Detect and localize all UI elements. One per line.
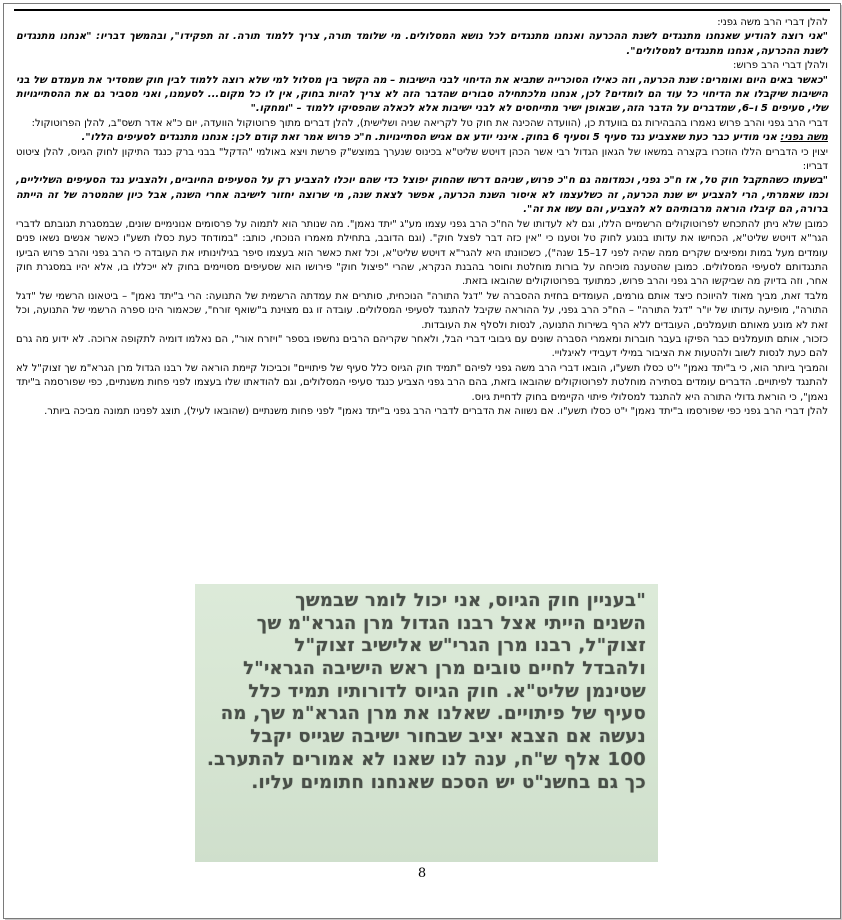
protocol-speaker: משה גפני: [780,132,828,144]
propagandists-paragraph: כזכור, אותם תועמלנים כבר הפיקו בעבר חוברות ומאמרי הסברה שונים עם גיבובי דברי הבל, ולאחר שקריהם הרבים נחשפו בספר "ויזרח אור", הם נאלמו דומיה לתקופה ארוכה. לא ידוע מה גרם להם כעת לנסות לשוב ולהטעות את הציבור במילי דעבידי לאיגלויי. [16,333,828,360]
gafni-intro: להלן דברי הרב משה גפני: [717,17,828,28]
clipping-line: 100 אלף ש"ח, ענה לנו שאנו לא אמורים להתערב. [207,748,646,770]
clipping-line: זצוק"ל, רבנו מרן הגרי"ש אלישיב זצוק"ל [294,635,646,657]
comparison-paragraph: להלן דברי הרב גפני כפי שפורסמו ב"יתד נאמן" י"ט כסלו תשע"ו. אם נשווה את הדברים לדברי הרב גפני ב"יתד נאמן" לפני פחות משנתיים (שהובאו לעיל), תוצג לפנינו תמונה מביכה ביותר. [44,405,828,417]
protocol-quote [16,131,828,145]
scanned-newspaper-clipping [195,584,658,862]
deutsch-paragraph: יצוין כי הדברים הללו הוזכרו בקצרה במשאו של הגאון הגדול רבי אשר הכהן דויטש שליט"א בכינוס שנערך במוצש"ק פרשת ויצא באולמי "הדקל" בבני ברק כנגד התיקון לחוק הגיוס, להלן ציטוט דבריו: [16,146,828,173]
porush-quote: "כאשר באים היום ואומרים: שנת הכרעה, וזה כאילו הסוכרייה שתביא את הדיחוי לבני הישיבות – מה הקשר בין מסלול למי שלא רוצה ללמוד לבין חוק שמסדיר את מעמדם של בני הישיבות שיקבלו את הדיחוי כל עוד הם לומדים? לכן, אנחנו מלכתחילה סבורים שהדבר הזה לא צריך להיות בחוק, אין לו כל מקום... לסעמנו, ואני מסביר גם את ההסתייגויות שלי, סעיפים 5 ו–6, שמדברים על הדבר הזה, שבאופן ישיר מתייחסים לא לבני ישיבות אלא לכאלה שהפסיקו ללמוד – "ומחקו." [16,74,828,115]
denial-paragraph: כמובן שלא ניתן להתכחש לפרוטוקולים הרשמיים הללו, וגם לא לעדותו של הח"כ הרב גפני עצמו מע"ג "יתד נאמן". מה שנותר הוא לתמוה על פרסומים אנונימיים שונים, שבמסגרת תגובתם לדברי הגר"א דויטש שליט"א, הכחישו את עדותו בנוגע לחוק טל וטענו כי "אין כזה דבר לפצל חוק". (וגם הדובב, בתחילת מאמרו הנוכחי, כותב: "במודחד כעת כסלו תשע"ו כאשר אנשים נשאו פנים עומדים מעל במות ומפיצים שקרים ממה שהיה לפני 17–15 שנה"), כשכוונתו היא להגר"א דויטש שליט"א, וכל זאת כאשר הוא בעצמו סיפר בגילוינותיו את העובדה כי הרב גפני והרב פרוש הביעו התנגדותם לסעיפי המסלולים. כמובן שהטענה מוכיחה על בורות מוחלטת וחוסר בהבנת הנקרא, שהרי "פיצול חוק" פירושו הוא שסעיפים מסויימים בחוק לא ייכללו בו, אלא יהיו במסגרת חוק אחר, וזה בדיוק מה שביקשו הרב גפני והרב פרוש, כמתועד בפרוטוקולים שהובאו בזאת. [16,218,828,288]
clipping-text [205,590,646,794]
clipping-line: סעיף של פיתויים. שאלנו את מרן הגרא"מ שך, מה [220,703,646,725]
protocol-statement: אני מודיע כבר כעת שאצביע נגד סעיף 5 וסעיף 6 בחוק. אינני יודע אם אגיש הסתייגויות. ח"כ פרוש אמר זאת קודם לכן: אנחנו מתנגדים לסעיפים הללו". [81,132,777,144]
committee-paragraph: דברי הרב גפני והרב פרוש נאמרו בהבהירות גם בוועדת כן, (הוועדה שהכינה את חוק טל לקריאה שניה ושלישית), להלן דברים מתוך פרוטוקול הוועדה, יום כ"א אדר תשס"ב, להלן הפרוטוקול: [31,117,828,129]
deutsch-quote: "בשעתו כשהתקבל חוק טל, אז ח"כ גפני, וכמדומה גם ח"כ פרוש, שניהם דרשו שהחוק יפוצל כדי שהם יוכלו להצביע רק על הסעיפים החיוביים, ולהצביע נגד הסעיפים השליליים, וכמו שאמרתי, הרי להצביע יש שנת הכרעה, זה כשלעצמו לא איסור השנת הכרעה, אפשר לצאת שנה, מי שרוצה יחזור לישיבה אחרי השנה, אבל כיון שהמטרה של זה הייתה ברורה, הם קיבלו הוראה מרבותיהם לא להצביע, והם עשו את זה". [16,175,828,216]
article-body [16,16,828,419]
clipping-line: כך גם בחשנ"ט יש הסכם שאנחנו חתומים עליו. [251,771,646,793]
gafni-quote: "אני רוצה להודיע שאנחנו מתנגדים לשנת ההכרעה ואנחנו מתנגדים לכל נושא המסלולים. מי שלומד תורה, צריך ללמוד תורה. זה תפקידו", ובהמשך דבריו: "אנחנו מתנגדים לשנת ההכרעה, אנחנו מתנגדים למסלולים". [16,31,828,57]
porush-intro: ולהלן דברי הרב פרוש: [732,60,828,72]
top-rule [14,9,830,11]
clipping-line: נעשה אם הצבא יציב שבחור ישיבה שגייס יקבל [250,726,646,748]
document-page [3,3,841,919]
contradiction-paragraph: מלבד זאת, מביך מאוד להיווכח כיצד אותם גורמים, העומדים בחזית ההסברה של "דגל התורה" הנוכחית, סותרים את עמדתה הרשמית של התנועה: הרי ב"יתד נאמן" – ביטאונו הרשמי של "דגל התורה", מופיעה עדותו של יו"ר "דגל התורה" – הח"כ הרב גפני, על ההוראה שקיבל להתנגד לסעיפי המסלולים. עובדה זו גם מצוינת ב"שואף זורח", שכאמור הינו ספרה הרשמי של התנועה, וכל זאת לא מונע מאותם תועמלנים, העובדים ללא הרף בשירות התנועה, לנסות ולסלף את העובדות. [16,290,828,331]
page-number: 8 [417,866,427,881]
clipping-line: ולהבדל לחיים טובים מרן ראש הישיבה הגראי"ל [243,658,646,680]
clipping-line: השנים הייתי אצל רבנו הגדול מרן הגרא"מ שך [256,612,646,634]
embarrassing-paragraph: והמביך ביותר הוא, כי ב"יתד נאמן" י"ט כסלו תשע"ו, הובאו דברי הרב משה גפני לפיהם "תמיד חוק הגיוס כלל סעיף של פיתויים" וכביכול קיימת הוראה של רבנו הגדול מרן הגרא"מ שך זצוק"ל לא להתנגד לפיתויים. הדברים עומדים בסתירה מוחלטת לפרוטוקולים שהובאו בזאת, בהם הרב גפני הצביע כנגד סעיפי המסלולים, וגם להודאתו שלו בעצמו לפני פחות משנתיים, כפי שפורסמה ב"יתד נאמן", כי הוראת גדולי התורה היא להתנגד למסלולי פיתוי הקיימים בחוק לדחיית גיוס. [16,362,828,403]
clipping-line: שטינמן שליט"א. חוק הגיוס לדורותיו תמיד כלל [248,680,646,702]
clipping-line: "בעניין חוק הגיוס, אני יכול לומר שבמשך [295,590,646,611]
